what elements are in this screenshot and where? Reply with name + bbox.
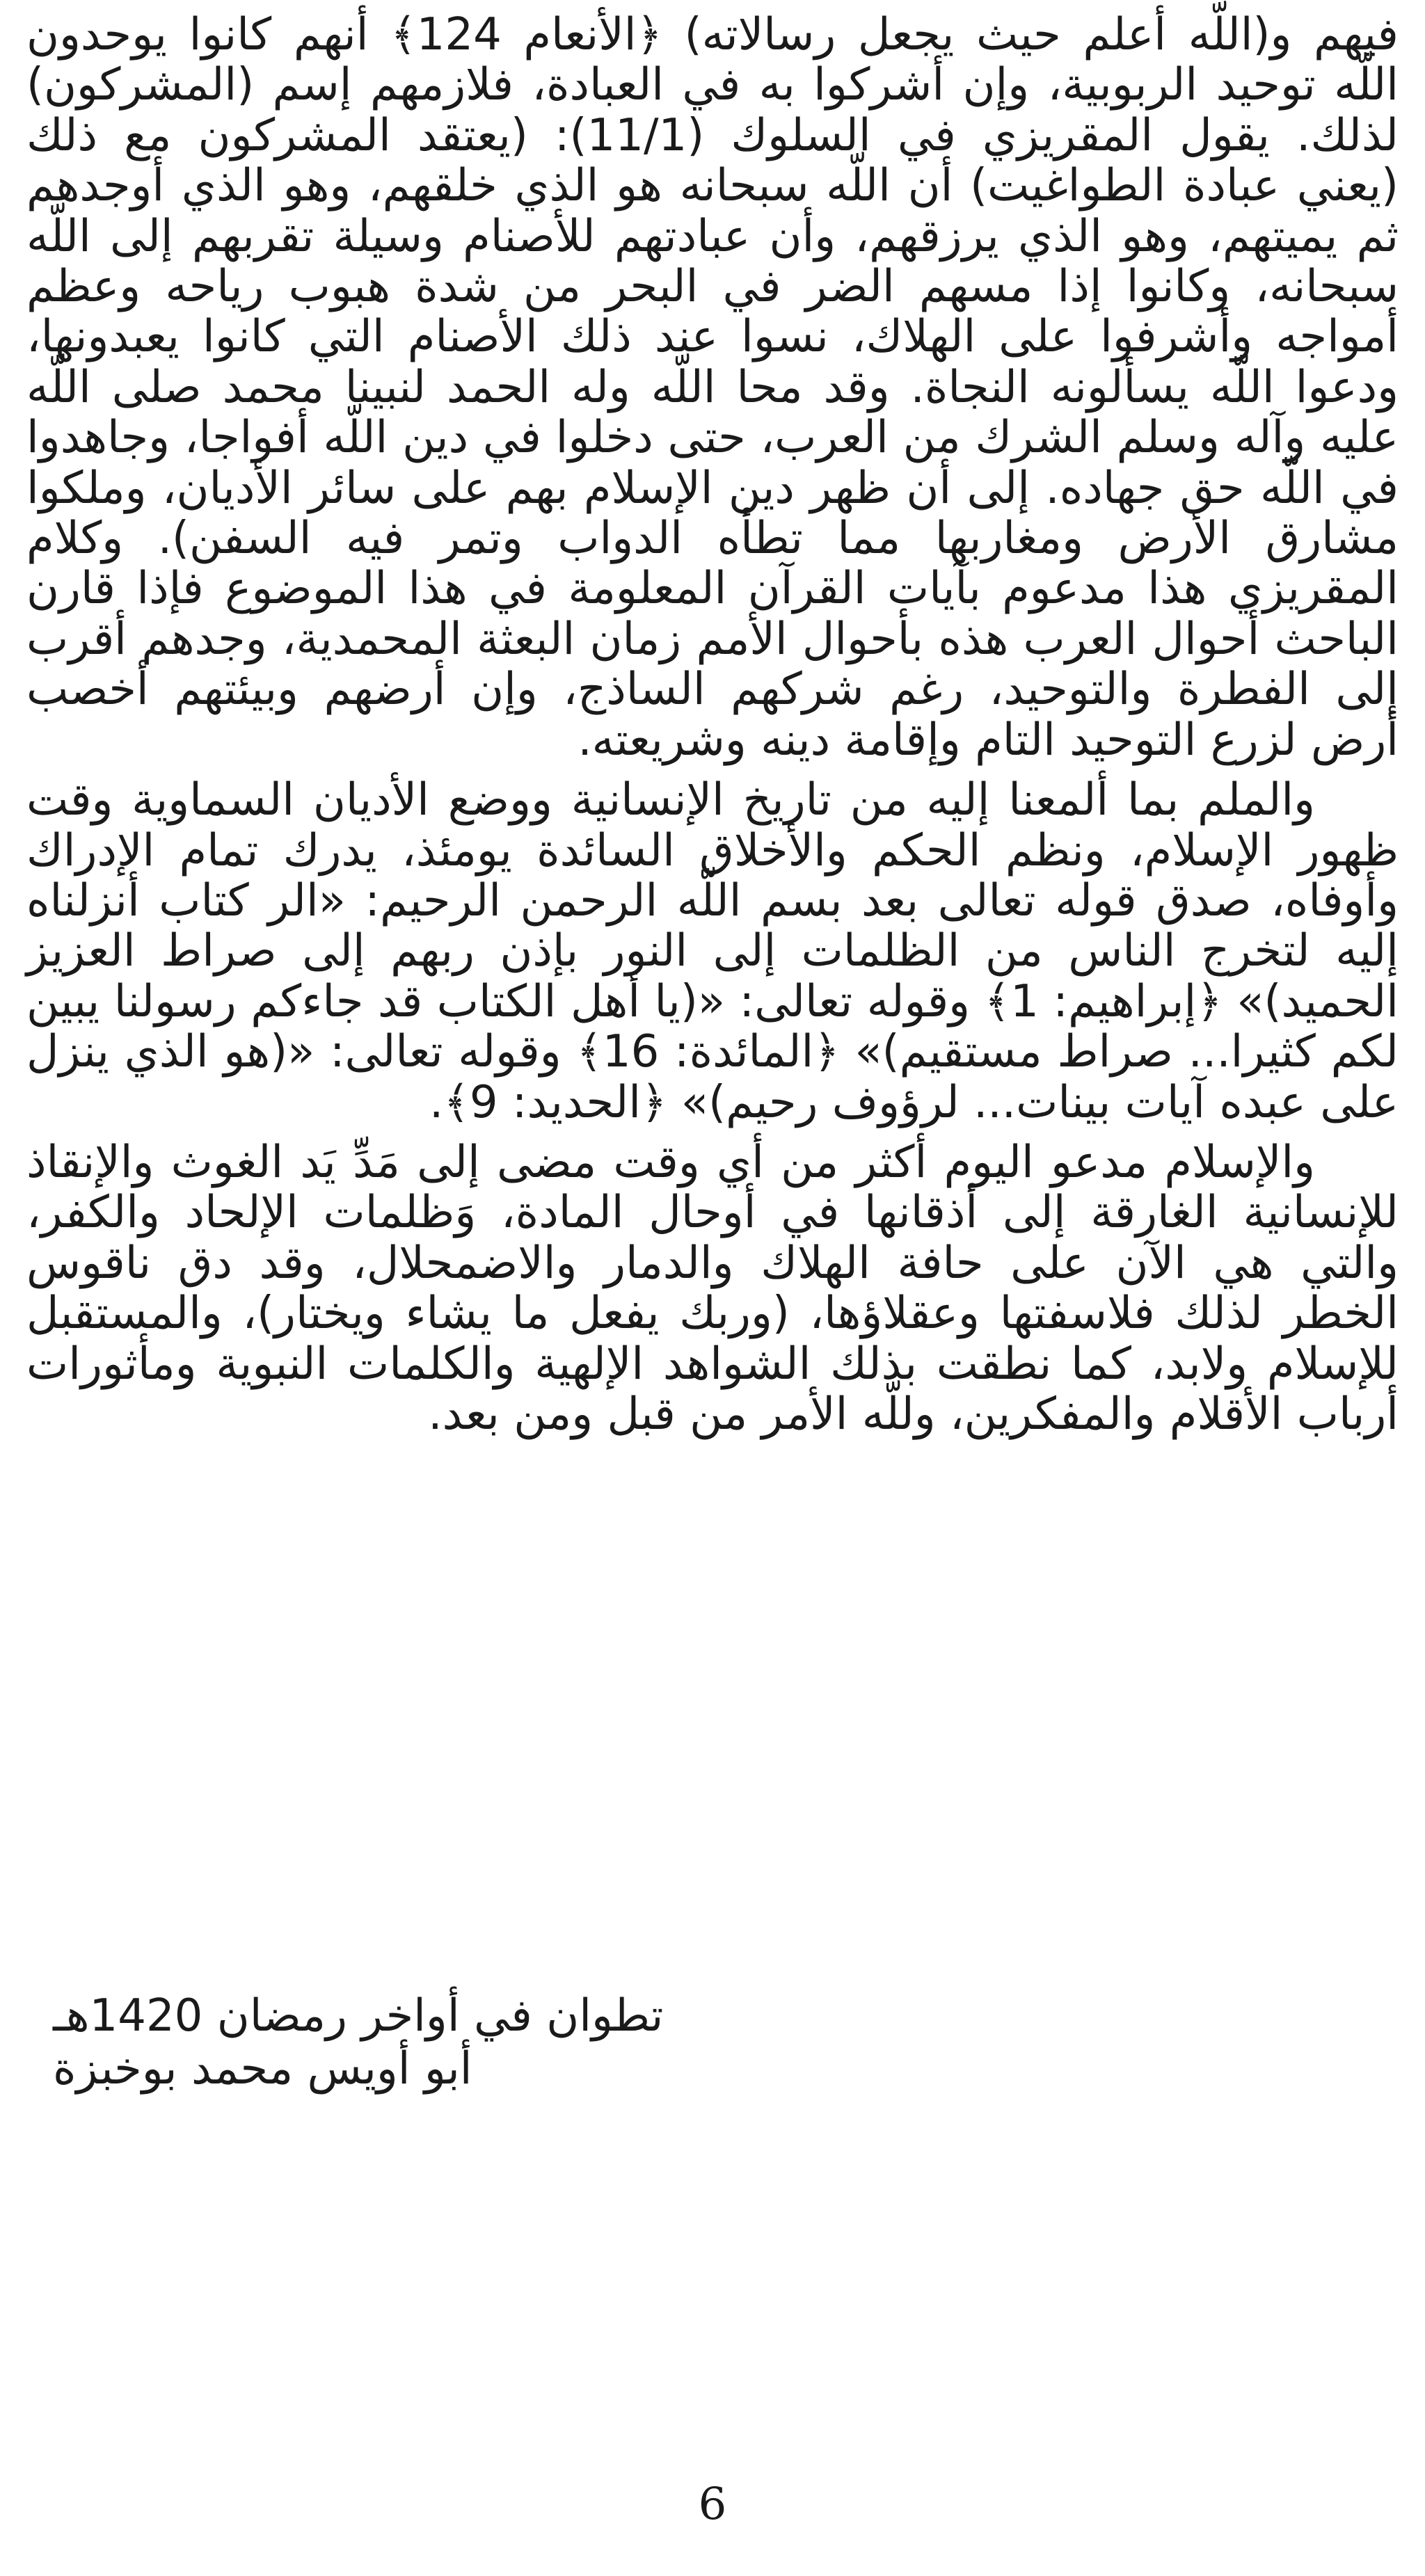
paragraph-2: والملم بما ألمعنا إليه من تاريخ الإنسانية ووضع الأديان السماوية وقت ظهور الإسلام، ونظم الحكم والأخلاق السائدة يومئذ، يدرك تمام الإدراك وأوفاه، صدق قوله تعالى بعد بسم اللّه الرحمن الرحيم: «الر كتاب أنزلناه إليه لتخرج الناس من الظلمات إلى النور بإذن ربهم إلى صراط العزيز الحميد)» ﴿إبراهيم: 1﴾ وقوله تعالى: «(يا أهل الكتاب قد جاءكم رسولنا يبين لكم كثيرا... صراط مستقيم)» ﴿المائدة: 16﴾ وقوله تعالى: «(هو الذي ينزل على عبده آيات بينات... لرؤوف رحيم)» ﴿الحديد: 9﴾. — [26, 774, 1399, 1128]
page-body — [26, 0, 1399, 1439]
signature-place-date: تطوان في أواخر رمضان 1420هـ — [53, 1990, 664, 2042]
paragraph-1: فيهم و(اللّه أعلم حيث يجعل رسالاته) ﴿الأنعام 124﴾ أنهم كانوا يوحدون اللّه توحيد الربوبية، وإن أشركوا به في العبادة، فلازمهم إسم (المشركون) لذلك. يقول المقريزي في السلوك (11/1): (يعتقد المشركون مع ذلك (يعني عبادة الطواغيت) أن اللّه سبحانه هو الذي خلقهم، وهو الذي أوجدهم ثم يميتهم، وهو الذي يرزقهم، وأن عبادتهم للأصنام وسيلة تقربهم إلى اللّه سبحانه، وكانوا إذا مسهم الضر في البحر من شدة هبوب رياحه وعظم أمواجه وأشرفوا على الهلاك، نسوا عند ذلك الأصنام التي كانوا يعبدونها، ودعوا اللّه يسألونه النجاة. وقد محا اللّه وله الحمد لنبينا محمد صلى اللّه عليه وآله وسلم الشرك من العرب، حتى دخلوا في دين اللّه أفواجا، وجاهدوا في اللّه حق جهاده. إلى أن ظهر دين الإسلام بهم على سائر الأديان، وملكوا مشارق الأرض ومغاربها مما تطأه الدواب وتمر فيه السفن). وكلام المقريزي هذا مدعوم بآيات القرآن المعلومة في هذا الموضوع فإذا قارن الباحث أحوال العرب هذه بأحوال الأمم زمان البعثة المحمدية، وجدهم أقرب إلى الفطرة والتوحيد، رغم شركهم الساذج، وإن أرضهم وبيئتهم أخصب أرض لزرع التوحيد التام وإقامة دينه وشريعته. — [26, 9, 1399, 766]
paragraph-3: والإسلام مدعو اليوم أكثر من أي وقت مضى إلى مَدِّ يَد الغوث والإنقاذ للإنسانية الغارقة إلى أذقانها في أوحال المادة، وَظلمات الإلحاد والكفر، والتي هي الآن على حافة الهلاك والدمار والاضمحلال، وقد دق ناقوس الخطر لذلك فلاسفتها وعقلاؤها، (وربك يفعل ما يشاء ويختار)، والمستقبل للإسلام ولابد، كما نطقت بذلك الشواهد الإلهية والكلمات النبوية ومأثورات أرباب الأقلام والمفكرين، وللّه الأمر من قبل ومن بعد. — [26, 1136, 1399, 1440]
signature-block — [53, 1990, 1425, 2095]
signature-author: أبو أويس محمد بوخبزة — [53, 2043, 472, 2095]
page-number: 6 — [698, 2479, 727, 2530]
